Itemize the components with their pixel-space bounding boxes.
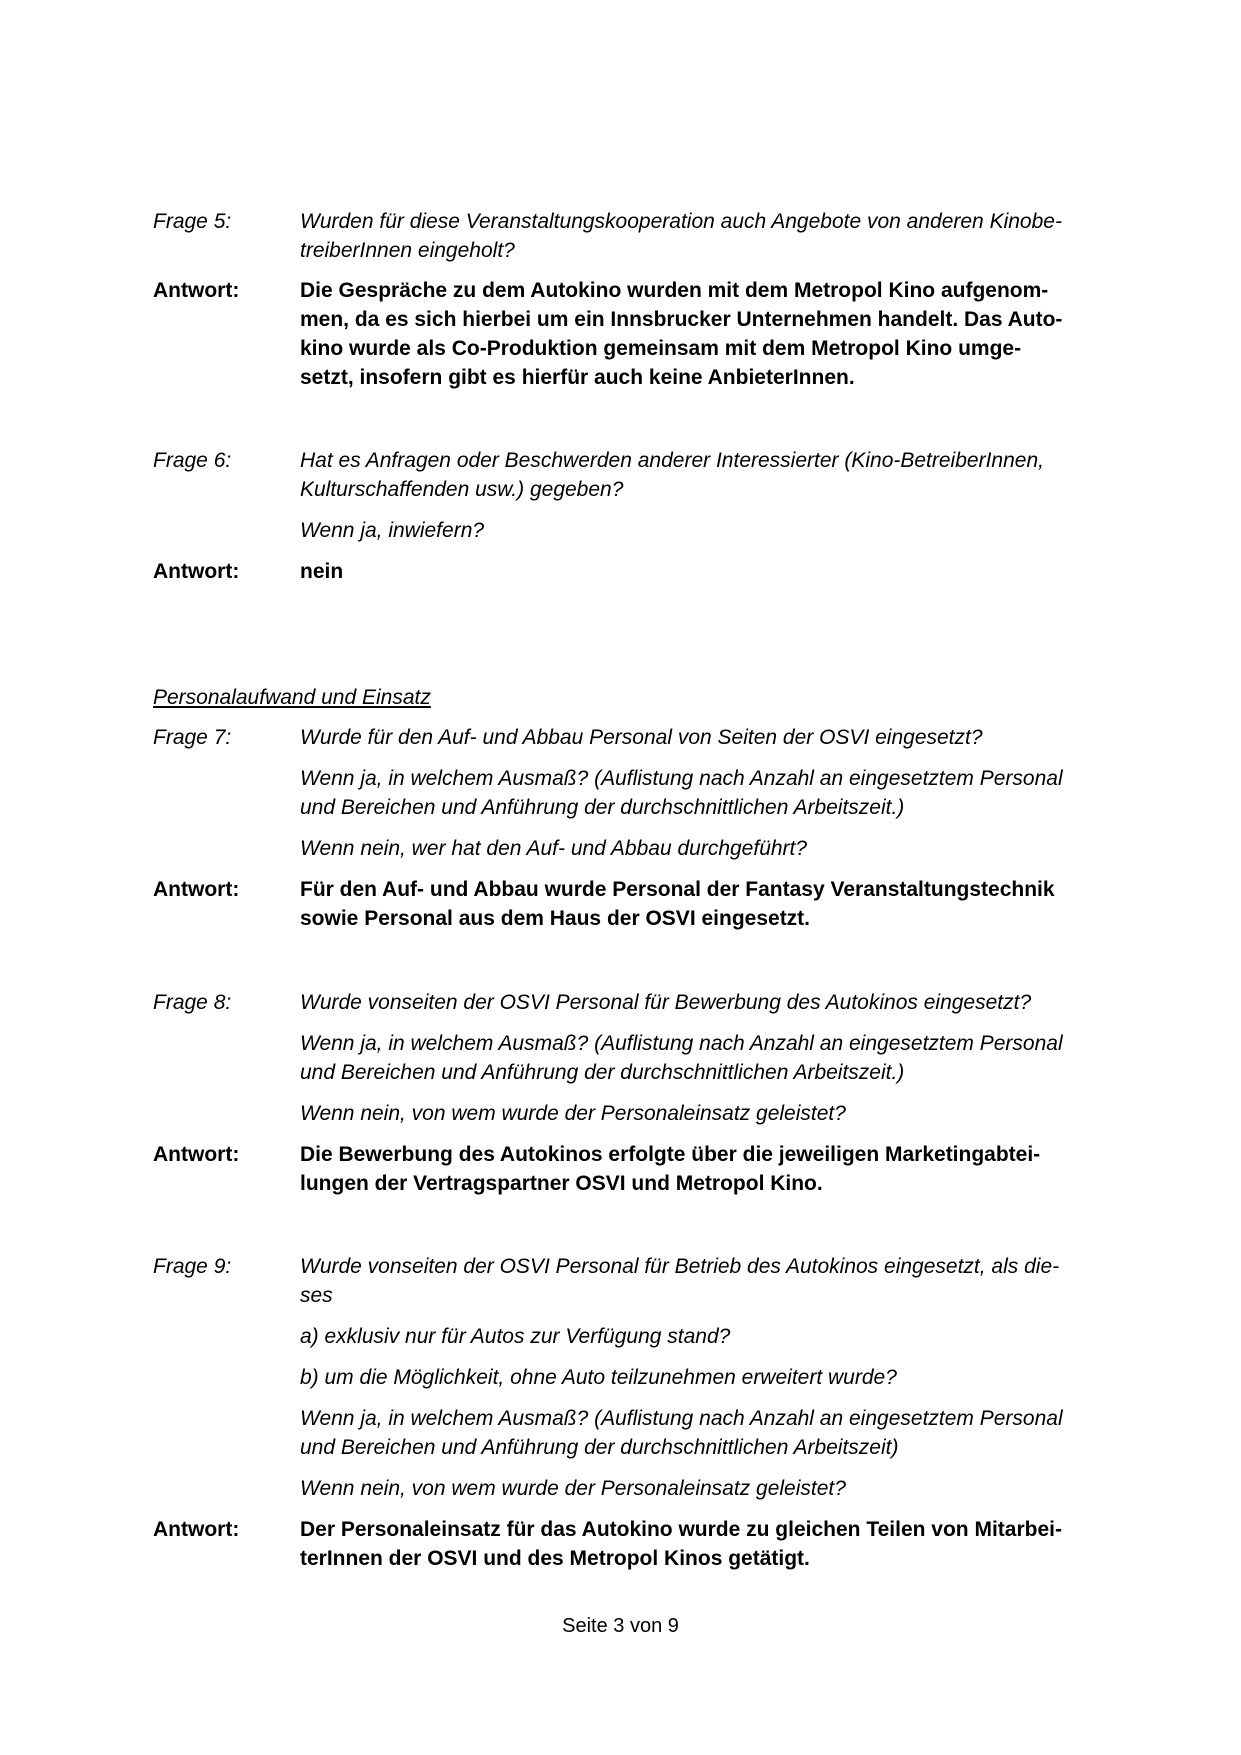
answer-7-text [300, 875, 1133, 933]
answer-6 [153, 557, 1133, 586]
question-9-ifyes [153, 1404, 1133, 1462]
question-8-label: Frage 8: [153, 991, 232, 1014]
section-heading: Personalaufwand und Einsatz [153, 686, 431, 709]
question-9 [153, 1252, 1133, 1310]
answer-8-text [300, 1140, 1133, 1198]
text-line: Kulturschaffenden usw.) gegeben? [300, 478, 624, 501]
question-7-text: Wurde für den Auf- und Abbau Personal von Seiten der OSVI eingesetzt? [300, 726, 983, 749]
question-5 [153, 207, 1133, 265]
answer-5 [153, 276, 1133, 392]
answer-9-label: Antwort: [153, 1518, 240, 1541]
text-line: ses [300, 1284, 333, 1307]
question-9-label: Frage 9: [153, 1255, 232, 1278]
text-line: Wurden für diese Veranstaltungskooperation auch Angebote von anderen Kinobe- [300, 210, 1062, 233]
question-7-ifno [153, 834, 1133, 863]
question-7-ifno-text: Wenn nein, wer hat den Auf- und Abbau durchgeführt? [300, 837, 808, 860]
question-7-label: Frage 7: [153, 726, 232, 749]
text-line: Die Bewerbung des Autokinos erfolgte über die jeweiligen Marketingabtei- [300, 1143, 1041, 1166]
text-line: men, da es sich hierbei um ein Innsbrucker Unternehmen handelt. Das Auto- [300, 308, 1063, 331]
question-6-followup [153, 516, 1133, 545]
text-line: setzt, insofern gibt es hierfür auch keine AnbieterInnen. [300, 366, 855, 389]
question-9-option-b-text: b) um die Möglichkeit, ohne Auto teilzunehmen erweitert wurde? [300, 1366, 897, 1389]
question-7-ifyes [153, 764, 1133, 822]
question-8-ifno [153, 1099, 1133, 1128]
text-line: Wenn ja, in welchem Ausmaß? (Auflistung nach Anzahl an eingesetztem Personal [300, 767, 1063, 790]
question-9-option-a-text: a) exklusiv nur für Autos zur Verfügung stand? [300, 1325, 731, 1348]
question-6-label: Frage 6: [153, 449, 232, 472]
question-8 [153, 988, 1133, 1017]
answer-5-label: Antwort: [153, 279, 240, 302]
question-8-ifno-text: Wenn nein, von wem wurde der Personaleinsatz geleistet? [300, 1102, 846, 1125]
question-5-label: Frage 5: [153, 210, 232, 233]
text-line: Hat es Anfragen oder Beschwerden anderer Interessierter (Kino-BetreiberInnen, [300, 449, 1044, 472]
text-line: und Bereichen und Anführung der durchschnittlichen Arbeitszeit.) [300, 796, 905, 819]
question-7 [153, 723, 1133, 752]
text-line: treiberInnen eingeholt? [300, 239, 515, 262]
text-line: und Bereichen und Anführung der durchschnittlichen Arbeitszeit) [300, 1436, 899, 1459]
answer-9-text [300, 1515, 1133, 1573]
text-line: Der Personaleinsatz für das Autokino wurde zu gleichen Teilen von Mitarbei- [300, 1518, 1062, 1541]
question-9-ifno [153, 1474, 1133, 1503]
text-line: Wenn ja, in welchem Ausmaß? (Auflistung nach Anzahl an eingesetztem Personal [300, 1407, 1063, 1430]
answer-6-label: Antwort: [153, 560, 240, 583]
answer-7 [153, 875, 1133, 933]
answer-5-text [300, 276, 1133, 392]
question-9-option-a [153, 1322, 1133, 1351]
question-8-ifyes-text [300, 1029, 1133, 1087]
page-number: Seite 3 von 9 [562, 1615, 679, 1637]
answer-8 [153, 1140, 1133, 1198]
text-line: terInnen der OSVI und des Metropol Kinos getätigt. [300, 1547, 810, 1570]
question-9-text [300, 1252, 1133, 1310]
text-line: lungen der Vertragspartner OSVI und Metropol Kino. [300, 1172, 823, 1195]
question-5-text [300, 207, 1133, 265]
question-7-ifyes-text [300, 764, 1133, 822]
text-line: kino wurde als Co-Produktion gemeinsam mit dem Metropol Kino umge- [300, 337, 1022, 360]
question-6-text [300, 446, 1133, 504]
answer-9 [153, 1515, 1133, 1573]
text-line: Die Gespräche zu dem Autokino wurden mit dem Metropol Kino aufgenom- [300, 279, 1049, 302]
text-line: Für den Auf- und Abbau wurde Personal der Fantasy Veranstaltungstechnik [300, 878, 1055, 901]
text-line: sowie Personal aus dem Haus der OSVI eingesetzt. [300, 907, 811, 930]
question-6 [153, 446, 1133, 504]
answer-6-text: nein [300, 560, 344, 583]
text-line: und Bereichen und Anführung der durchschnittlichen Arbeitszeit.) [300, 1061, 905, 1084]
text-line: Wenn ja, in welchem Ausmaß? (Auflistung nach Anzahl an eingesetztem Personal [300, 1032, 1063, 1055]
question-9-option-b [153, 1363, 1133, 1392]
question-8-text: Wurde vonseiten der OSVI Personal für Bewerbung des Autokinos eingesetzt? [300, 991, 1032, 1014]
question-6-followup-text: Wenn ja, inwiefern? [300, 519, 485, 542]
question-9-ifyes-text [300, 1404, 1133, 1462]
question-8-ifyes [153, 1029, 1133, 1087]
text-line: Wurde vonseiten der OSVI Personal für Betrieb des Autokinos eingesetzt, als die- [300, 1255, 1060, 1278]
answer-8-label: Antwort: [153, 1143, 240, 1166]
question-9-ifno-text: Wenn nein, von wem wurde der Personaleinsatz geleistet? [300, 1477, 846, 1500]
answer-7-label: Antwort: [153, 878, 240, 901]
